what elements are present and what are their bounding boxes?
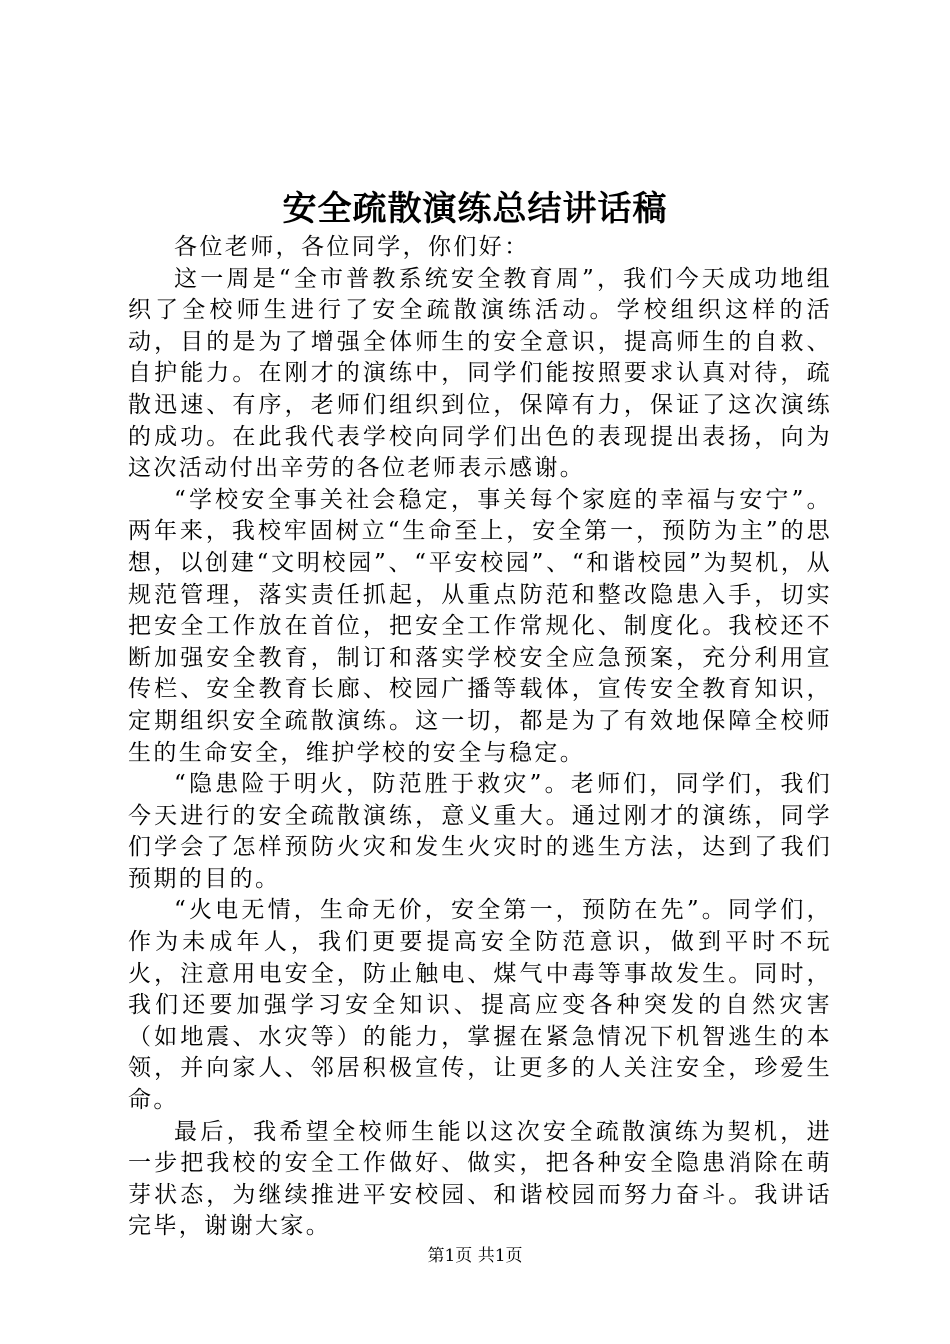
paragraph-1: 这一周是“全市普教系统安全教育周”，我们今天成功地组织了全校师生进行了安全疏散演练活动。学校组织这样的活动，目的是为了增强全体师生的安全意识，提高师生的自救、自护能力。在刚才的演练中，同学们能按照要求认真对待，疏散迅速、有序，老师们组织到位，保障有力，保证了这次演练的成功。在此我代表学校向同学们出色的表现提出表扬，向为这次活动付出辛劳的各位老师表示感谢。 [128,265,832,482]
page-title: 安全疏散演练总结讲话稿 [282,189,668,229]
paragraph-2: “学校安全事关社会稳定，事关每个家庭的幸福与安宁”。两年来，我校牢固树立“生命至上，安全第一，预防为主”的思想，以创建“文明校园”、“平安校园”、“和谐校园”为契机，从规范管理，落实责任抓起，从重点防范和整改隐患入手，切实把安全工作放在首位，把安全工作常规化、制度化。我校还不断加强安全教育，制订和落实学校安全应急预案，充分利用宣传栏、安全教育长廊、校园广播等载体，宣传安全教育知识，定期组织安全疏散演练。这一切，都是为了有效地保障全校师生的生命安全，维护学校的安全与稳定。 [128,486,832,766]
paragraph-3: “隐患险于明火，防范胜于救灾”。老师们，同学们，我们今天进行的安全疏散演练，意义重大。通过刚才的演练，同学们学会了怎样预防火灾和发生火灾时的逃生方法，达到了我们预期的目的。 [128,771,832,892]
page-footer: 第1页 共1页 [427,1246,523,1266]
paragraph-5: 最后，我希望全校师生能以这次安全疏散演练为契机，进一步把我校的安全工作做好、做实，把各种安全隐患消除在萌芽状态，为继续推进平安校园、和谐校园而努力奋斗。我讲话完毕，谢谢大家。 [128,1118,832,1240]
paragraph-greeting: 各位老师，各位同学，你们好： [174,234,530,260]
paragraph-4: “火电无情，生命无价，安全第一，预防在先”。同学们，作为未成年人，我们更要提高安全防范意识，做到平时不玩火，注意用电安全，防止触电、煤气中毒等事故发生。同时，我们还要加强学习安全知识、提高应变各种突发的自然灾害（如地震、水灾等）的能力，掌握在紧急情况下机智逃生的本领，并向家人、邻居积极宣传，让更多的人关注安全，珍爱生命。 [128,897,832,1114]
document-body [128,232,832,1243]
